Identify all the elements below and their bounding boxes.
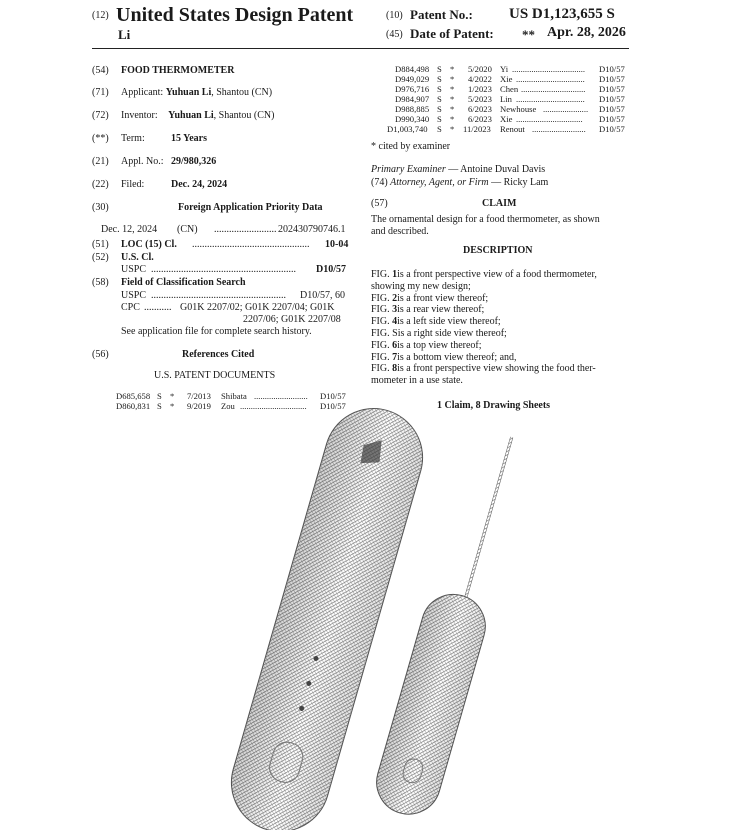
ref-class: D10/57 xyxy=(599,74,625,84)
field-uspc-dots: ...................................................... xyxy=(151,290,286,301)
ref-class: D10/57 xyxy=(599,104,625,114)
ref-name: Yi xyxy=(500,64,509,74)
ref-class: D10/57 xyxy=(599,124,625,134)
attorney-name: — Ricky Lam xyxy=(491,177,549,188)
ref-kind: S xyxy=(437,94,442,104)
code-56: (56) xyxy=(92,349,109,360)
fig-prefix: FIG. xyxy=(371,339,390,351)
ref-class: D10/57 xyxy=(599,114,625,124)
loc-value: 10-04 xyxy=(325,239,349,250)
fig-prefix: FIG. S xyxy=(371,327,398,339)
code-12: (12) xyxy=(92,10,109,21)
ref-number: D860,831 xyxy=(116,401,151,411)
ref-class: D10/57 xyxy=(320,401,346,411)
inventor-label: Inventor: xyxy=(121,110,158,121)
ref-star: * xyxy=(450,74,455,84)
ref-dots: .............................. xyxy=(521,84,586,94)
ref-star: * xyxy=(170,401,175,411)
inventor-name: Yuhuan Li xyxy=(168,110,214,121)
code-71: (71) xyxy=(92,87,109,98)
small-body-shading xyxy=(369,587,493,822)
code-51: (51) xyxy=(92,239,109,250)
filed-label: Filed: xyxy=(121,179,145,190)
fig-text: is a right side view thereof; xyxy=(397,327,507,339)
field-uspc-value: D10/57, 60 xyxy=(300,290,345,301)
foreign-country: (CN) xyxy=(177,224,198,235)
ref-name: Shibata xyxy=(221,391,247,401)
ref-date: 5/2020 xyxy=(468,64,492,74)
uspc-label: USPC xyxy=(121,264,147,275)
ref-date: 5/2023 xyxy=(468,94,492,104)
fig-text: is a front perspective view of a food thermometer, xyxy=(397,269,597,280)
fig-number: 6 xyxy=(392,339,398,351)
description-title: DESCRIPTION xyxy=(463,245,533,256)
fig-number: 4 xyxy=(392,316,398,328)
ref-kind: S xyxy=(437,84,442,94)
patent-number: US D1,123,655 S xyxy=(509,6,615,22)
attorney-label: Attorney, Agent, or Firm xyxy=(390,177,489,188)
ref-dots: ............................... xyxy=(240,401,307,411)
ref-name: Xie xyxy=(500,114,513,124)
fig-number: 3 xyxy=(392,304,398,316)
code-72: (72) xyxy=(92,110,109,121)
fig-text: is a front view thereof; xyxy=(397,292,489,304)
us-patent-documents-title: U.S. PATENT DOCUMENTS xyxy=(154,370,276,381)
ref-number: D685,658 xyxy=(116,391,151,401)
fig-prefix: FIG. xyxy=(371,269,390,280)
fig-number: 1 xyxy=(392,269,398,280)
filed-value: Dec. 24, 2024 xyxy=(171,179,228,190)
ref-date: 9/2019 xyxy=(187,401,211,411)
claim-text-line-1: The ornamental design for a food thermometer, as shown xyxy=(371,214,600,225)
fig-prefix: FIG. xyxy=(371,304,390,316)
ref-class: D10/57 xyxy=(599,84,625,94)
cpc-dots: ........... xyxy=(144,302,172,313)
foreign-priority-title: Foreign Application Priority Data xyxy=(178,202,323,213)
ref-name: Renout xyxy=(500,124,525,134)
ref-kind: S xyxy=(437,74,442,84)
primary-examiner-name: — Antoine Duval Davis xyxy=(448,164,546,175)
references-cited-title: References Cited xyxy=(182,349,255,360)
claim-text-line-2: and described. xyxy=(371,226,429,237)
ref-name: Zou xyxy=(221,401,235,411)
fig-prefix: FIG. xyxy=(371,363,390,375)
code-10: (10) xyxy=(386,10,403,21)
ref-class: D10/57 xyxy=(599,94,625,104)
ref-number: D949,029 xyxy=(395,74,430,84)
ref-star: * xyxy=(450,94,455,104)
ref-date: 7/2013 xyxy=(187,391,211,401)
ref-kind: S xyxy=(437,104,442,114)
ref-name: Xie xyxy=(500,74,513,84)
fig-number: 8 xyxy=(392,363,398,375)
code-57: (57) xyxy=(371,198,388,209)
appl-no-label: Appl. No.: xyxy=(121,156,164,167)
ref-star: * xyxy=(450,114,455,124)
ref-class: D10/57 xyxy=(599,64,625,74)
fig-text: mometer in a use state. xyxy=(371,375,463,387)
ref-kind: S xyxy=(157,391,162,401)
ref-star: * xyxy=(450,124,455,134)
ref-dots: .................................. xyxy=(512,64,586,74)
ref-dots: ......................... xyxy=(254,391,308,401)
fig-text: is a front perspective view showing the food ther- xyxy=(397,363,596,375)
ref-kind: S xyxy=(437,124,442,134)
applicant-name: Yuhuan Li xyxy=(165,87,212,98)
ref-star: * xyxy=(450,64,455,74)
design-title: FOOD THERMOMETER xyxy=(121,65,235,76)
ref-date: 6/2023 xyxy=(468,114,492,124)
appl-no-value: 29/980,326 xyxy=(171,156,217,167)
term-value: 15 Years xyxy=(171,133,208,144)
code-54: (54) xyxy=(92,65,109,76)
fig-text: showing my new design; xyxy=(371,280,471,292)
ref-class: D10/57 xyxy=(320,391,346,401)
inventor-surname: Li xyxy=(118,27,131,42)
foreign-date: Dec. 12, 2024 xyxy=(101,224,158,235)
code-22: (22) xyxy=(92,179,109,190)
foreign-dots: ......................... xyxy=(214,224,277,235)
ref-number: D1,003,740 xyxy=(387,124,428,134)
fig-prefix: FIG. xyxy=(371,316,390,328)
us-cl-label: U.S. Cl. xyxy=(121,252,154,263)
code-45: (45) xyxy=(386,29,403,40)
ref-star: * xyxy=(170,391,175,401)
applicant-label: Applicant: xyxy=(121,87,164,98)
cited-by-examiner-note: * cited by examiner xyxy=(371,141,451,152)
loc-dots: ............................................... xyxy=(192,239,310,250)
ref-date: 1/2023 xyxy=(468,84,492,94)
ref-date: 11/2023 xyxy=(463,124,491,134)
foreign-number: 202430790746.1 xyxy=(278,224,346,235)
fig-prefix: FIG. xyxy=(371,351,390,363)
ref-number: D988,885 xyxy=(395,104,430,114)
primary-examiner-label: Primary Examiner xyxy=(371,164,446,175)
fig-prefix: FIG. xyxy=(371,292,390,304)
patent-number-label: Patent No.: xyxy=(410,7,473,22)
ref-dots: ..................... xyxy=(543,104,589,114)
ref-name: Lin xyxy=(500,94,512,104)
term-label: Term: xyxy=(121,133,145,144)
ref-dots: ................................ xyxy=(516,94,585,104)
ref-number: D990,340 xyxy=(395,114,430,124)
code-58: (58) xyxy=(92,277,109,288)
ref-dots: ......................... xyxy=(532,124,586,134)
fig-number: 7 xyxy=(392,351,398,363)
ref-date: 6/2023 xyxy=(468,104,492,114)
fig-text: is a top view thereof; xyxy=(397,339,482,351)
search-history-note: See application file for complete search history. xyxy=(121,326,312,337)
cpc-label: CPC xyxy=(121,302,140,313)
ref-name: Chen xyxy=(500,84,519,94)
loc-label: LOC (15) Cl. xyxy=(121,239,177,250)
date-of-patent-label: Date of Patent: xyxy=(410,26,494,41)
ref-number: D984,907 xyxy=(395,94,430,104)
date-stars: ** xyxy=(522,27,535,42)
ref-star: * xyxy=(450,104,455,114)
fig-number: 2 xyxy=(392,292,398,304)
cpc-line-2: 2207/06; G01K 2207/08 xyxy=(243,314,341,325)
uspc-dots: .......................................................... xyxy=(151,264,296,275)
code-21: (21) xyxy=(92,156,109,167)
probe-needle-hatch xyxy=(462,437,512,610)
claims-and-sheets: 1 Claim, 8 Drawing Sheets xyxy=(437,400,551,411)
ref-date: 4/2022 xyxy=(468,74,492,84)
document-type-title: United States Design Patent xyxy=(116,4,354,26)
date-of-patent: Apr. 28, 2026 xyxy=(547,25,626,40)
ref-dots: ............................... xyxy=(516,114,583,124)
ref-name: Newhouse xyxy=(500,104,537,114)
ref-dots: ................................ xyxy=(516,74,585,84)
cpc-line-1: G01K 2207/02; G01K 2207/04; G01K xyxy=(180,302,335,313)
field-uspc-label: USPC xyxy=(121,290,147,301)
ref-number: D976,716 xyxy=(395,84,430,94)
uspc-value: D10/57 xyxy=(316,264,346,275)
fig-text: is a rear view thereof; xyxy=(397,304,485,316)
code-74: (74) xyxy=(371,177,388,188)
code-52: (52) xyxy=(92,252,109,263)
code-30: (30) xyxy=(92,202,109,213)
applicant-location: , Shantou (CN) xyxy=(211,87,273,98)
field-of-search-label: Field of Classification Search xyxy=(121,277,246,288)
ref-kind: S xyxy=(437,64,442,74)
fig-text: is a bottom view thereof; and, xyxy=(397,351,517,363)
fig-text: is a left side view thereof; xyxy=(397,316,501,328)
code-term: (**) xyxy=(92,133,109,144)
ref-star: * xyxy=(450,84,455,94)
claim-title: CLAIM xyxy=(482,198,517,209)
inventor-location: , Shantou (CN) xyxy=(213,110,275,121)
ref-kind: S xyxy=(157,401,162,411)
ref-number: D884,498 xyxy=(395,64,430,74)
ref-kind: S xyxy=(437,114,442,124)
